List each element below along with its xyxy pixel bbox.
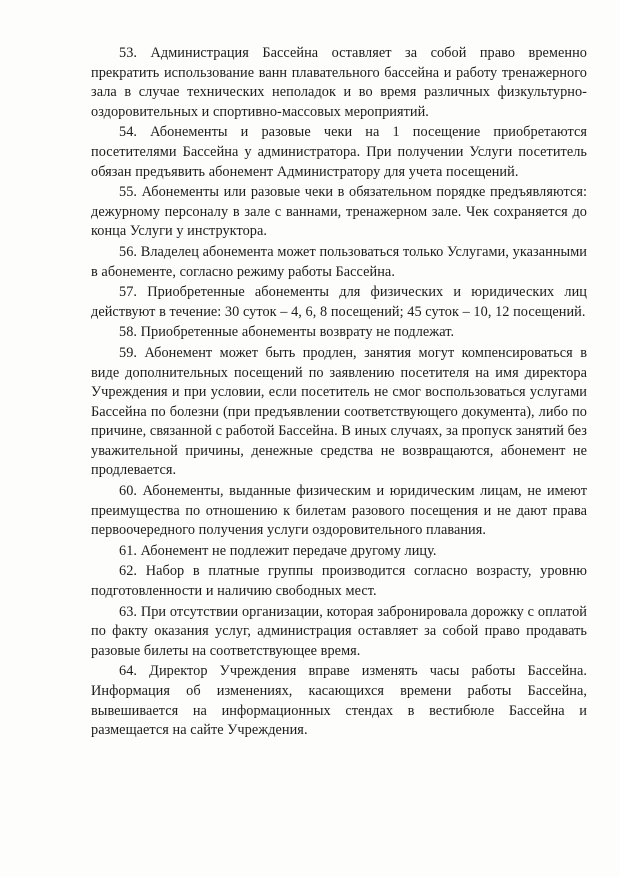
paragraph-text: Набор в платные группы производится согласно возрасту, уровню подготовленности и наличию свободных мест. [91, 563, 587, 600]
paragraph-text: Абонементы и разовые чеки на 1 посещение приобретаются посетителями Бассейна у администратора. При получении Услуги посетитель обязан предъявить абонемент Администратору для учета посещений. [91, 124, 587, 180]
paragraph-57 [91, 283, 587, 322]
paragraph-53 [91, 44, 587, 122]
paragraph-64 [91, 662, 587, 740]
paragraph-number: 54. [119, 124, 138, 141]
paragraph-number: 63. [119, 603, 138, 620]
paragraph-number: 56. [119, 243, 138, 260]
paragraph-number: 60. [119, 483, 138, 500]
paragraph-56 [91, 243, 587, 282]
paragraph-59 [91, 344, 587, 481]
paragraph-text: Приобретенные абонементы возврату не подлежат. [140, 324, 455, 341]
paragraph-text: Приобретенные абонементы для физических и юридических лиц действуют в течение: 30 суток – 4, 6, 8 посещений; 45 суток – 10, 12 посещений. [91, 284, 587, 320]
paragraph-text: Администрация Бассейна оставляет за собой право временно прекратить использование ванн плавательного бассейна и работу тренажерного зала в случае технических неполадок и во время различных физкультурно-оздоровительных и спортивно-массовых мероприятий. [91, 45, 588, 120]
paragraph-54 [91, 123, 587, 182]
paragraph-55 [91, 183, 587, 242]
paragraph-number: 64. [119, 663, 138, 680]
paragraph-63 [91, 603, 587, 662]
paragraph-number: 58. [119, 324, 138, 341]
paragraph-61 [91, 542, 587, 562]
paragraph-number: 55. [119, 184, 138, 201]
paragraph-number: 62. [119, 563, 138, 580]
paragraph-60 [91, 482, 587, 541]
paragraph-number: 59. [119, 344, 138, 361]
paragraph-58 [91, 323, 587, 343]
paragraph-number: 53. [119, 45, 138, 61]
paragraph-text: Владелец абонемента может пользоваться только Услугами, указанными в абонементе, согласно режиму работы Бассейна. [91, 243, 587, 280]
paragraph-number: 57. [119, 284, 138, 301]
paragraph-text: Директор Учреждения вправе изменять часы работы Бассейна. Информация об изменениях, касающихся времени работы Бассейна, вывешивается на информационных стендах в вестибюле Бассейна и размещается на сайте Учреждения. [91, 663, 587, 739]
paragraph-text: При отсутствии организации, которая забронировала дорожку с оплатой по факту оказания услуг, администрация оставляет за собой право продавать разовые билеты на соответствующее время. [91, 603, 587, 659]
paragraph-text: Абонемент может быть продлен, занятия могут компенсироваться в виде дополнительных посещений по заявлению посетителя на имя директора Учреждения и при условии, если посетитель не смог воспользоваться услугами Бассейна по болезни (при предъявлении соответствующего документа), либо по причине, связанной с работой Бассейна. В иных случаях, за пропуск занятий без уважительной причины, денежные средства не возвращаются, абонемент не продлевается. [91, 344, 588, 479]
paragraph-62 [91, 562, 587, 601]
paragraph-number: 61. [119, 542, 138, 559]
paragraph-text: Абонементы или разовые чеки в обязательном порядке предъявляются: дежурному персоналу в зале с ваннами, тренажерном зале. Чек сохраняется до конца Услуги у инструктора. [91, 184, 588, 240]
paragraph-text: Абонементы, выданные физическим и юридическим лицам, не имеют преимущества по отношению к билетам разового посещения и не дают права первоочередного получения услуги оздоровительного плавания. [91, 483, 587, 539]
paragraph-text: Абонемент не подлежит передаче другому лицу. [140, 542, 437, 559]
